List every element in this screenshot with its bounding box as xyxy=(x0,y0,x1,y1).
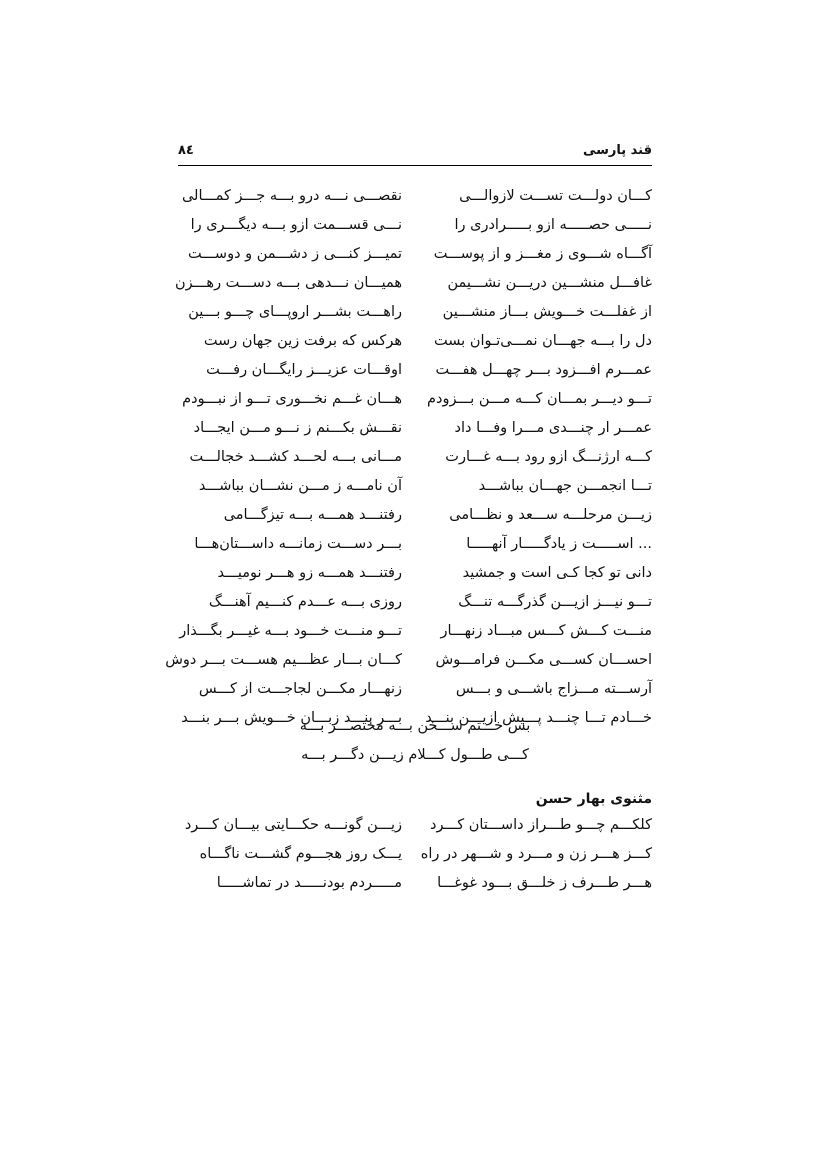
hemistich-first: تـــو دیـــر بمـــان کـــه مـــن بـــزودم xyxy=(427,391,652,407)
hemistich-first: عمـــر ار چنـــدی مـــرا وفـــا داد xyxy=(454,420,652,436)
couplet xyxy=(150,815,652,844)
hemistich-second: نقـــش بکـــنم ز نـــو مـــن ایجـــاد xyxy=(193,420,402,436)
hemistich-first: هـــر طـــرف ز خلـــق بـــود غوغـــا xyxy=(437,875,652,891)
hemistich-second: راهـــت بشـــر اروپـــای چـــو بـــین xyxy=(188,304,402,320)
hemistich-second: هـــان غـــم نخـــوری تـــو از نبـــودم xyxy=(182,391,402,407)
hemistich-second: تـــو منـــت خـــود بـــه غیـــر بگـــذار xyxy=(179,623,402,639)
hemistich-second: مـــانی بـــه لحـــد کشـــد خجالـــت xyxy=(189,449,402,465)
couplet xyxy=(150,679,652,708)
hemistich-first: غافـــل منشـــین دریـــن نشـــیمن xyxy=(447,275,652,291)
hemistich-first: تـــو نیـــز ازیـــن گذرگـــه تنـــگ xyxy=(458,594,652,610)
hemistich-first: عمـــرم افـــزود بـــر چهـــل هفـــت xyxy=(435,362,652,378)
hemistich-first: دل را بـــه جهـــان نمـــی‌تـوان بست xyxy=(434,333,652,349)
couplet xyxy=(150,563,652,592)
hemistich-second: نـــی قســـمت ازو بـــه دیگـــری را xyxy=(190,217,402,233)
couplet xyxy=(150,447,652,476)
closing-line-1: بس خـــتم ســـخن بـــه مختصـــر بـــه xyxy=(299,718,531,734)
running-title: قند پارسی xyxy=(582,143,652,158)
poem2-body xyxy=(150,815,652,902)
hemistich-second: روزی بـــه عـــدم کنـــیم آهنـــگ xyxy=(208,594,402,610)
couplet xyxy=(150,331,652,360)
hemistich-first: کلکـــم چـــو طـــراز داســـتان کـــرد xyxy=(430,817,652,833)
page-header xyxy=(178,141,652,163)
couplet xyxy=(150,534,652,563)
hemistich-second: آن نامـــه ز مـــن نشـــان بباشـــد xyxy=(198,478,402,494)
hemistich-second: نقصـــی نـــه درو بـــه جـــز کمـــالی xyxy=(181,188,402,204)
hemistich-first: خـــادم تـــا چنـــد پـــیش ازیـــن بنـــد xyxy=(425,710,652,726)
closing-couplet xyxy=(178,716,652,774)
hemistich-first: احســـان کســـی مکـــن فرامـــوش xyxy=(435,652,652,668)
hemistich-second: رفتنـــد همـــه زو هـــر نومیـــد xyxy=(217,565,402,581)
couplet xyxy=(150,418,652,447)
page-number: ۸٤ xyxy=(178,143,194,158)
hemistich-first: ... اســـــت ز یادگـــــار آنهـــــا xyxy=(466,536,652,552)
couplet xyxy=(150,844,652,873)
hemistich-second: اوقـــات عزیـــز رایگـــان رفـــت xyxy=(206,362,402,378)
hemistich-second: زنهـــار مکـــن لجاجـــت از کـــس xyxy=(198,681,402,697)
hemistich-second: بـــر دســـت زمانـــه داســـتان‌هـــا xyxy=(194,536,402,552)
couplet xyxy=(150,389,652,418)
couplet xyxy=(150,505,652,534)
hemistich-second: همیـــان نـــدهی بـــه دســـت رهـــزن xyxy=(175,275,402,291)
couplet xyxy=(150,360,652,389)
hemistich-first: کـــه ارژنـــگ ازو رود بـــه غـــارت xyxy=(445,449,652,465)
hemistich-first: تـــا انجمـــن جهـــان بباشـــد xyxy=(478,478,652,494)
couplet xyxy=(150,273,652,302)
hemistich-first: کـــز هـــر زن و مـــرد و شـــهر در راه xyxy=(420,846,652,862)
hemistich-second: هرکس که برفت زین جهان رست xyxy=(203,333,402,349)
hemistich-first: دانی تو کجا کـی است و جمشید xyxy=(462,565,652,581)
hemistich-second: تمیـــز کنـــی ز دشـــمن و دوســـت xyxy=(187,246,402,262)
header-rule xyxy=(178,165,652,166)
hemistich-first: نـــــی حصـــــه ازو بـــــرادری را xyxy=(454,217,652,233)
hemistich-first: آگـــاه شـــوی ز مغـــز و از پوســـت xyxy=(433,246,652,262)
couplet xyxy=(150,592,652,621)
hemistich-second: یـــک روز هجـــوم گشـــت ناگـــاه xyxy=(199,846,402,862)
couplet xyxy=(150,302,652,331)
hemistich-first: آرســـته مـــزاج باشـــی و بـــس xyxy=(455,681,652,697)
hemistich-second: مـــــردم بودنـــــد در تماشـــــا xyxy=(216,875,402,891)
hemistich-second: کـــان بـــار عظـــیم هســـت بـــر دوش xyxy=(165,652,402,668)
couplet xyxy=(150,476,652,505)
hemistich-second: بـــر بنـــد زبـــان خـــویش بـــر بنـــد xyxy=(181,710,402,726)
hemistich-first: از غفلـــت خـــویش بـــاز منشـــین xyxy=(442,304,652,320)
couplet xyxy=(150,244,652,273)
couplet xyxy=(150,621,652,650)
hemistich-second: رفتنـــد همـــه بـــه تیزگـــامی xyxy=(223,507,402,523)
closing-line-2: کـــی طـــول کـــلام زیـــن دگـــر بـــه xyxy=(301,747,529,763)
couplet xyxy=(150,186,652,215)
hemistich-first: زیـــن مرحلـــه ســـعد و نظـــامی xyxy=(449,507,652,523)
section-title: مثنوی بهار حسن xyxy=(535,791,652,807)
couplet xyxy=(150,873,652,902)
hemistich-second: زیـــن گونـــه حکـــایتی بیـــان کـــرد xyxy=(184,817,402,833)
couplet xyxy=(150,650,652,679)
hemistich-first: منـــت کـــش کـــس مبـــاد زنهـــار xyxy=(440,623,652,639)
couplet xyxy=(150,215,652,244)
poem-body xyxy=(150,186,652,737)
hemistich-first: کـــان دولـــت تســـت لازوالـــی xyxy=(459,188,652,204)
